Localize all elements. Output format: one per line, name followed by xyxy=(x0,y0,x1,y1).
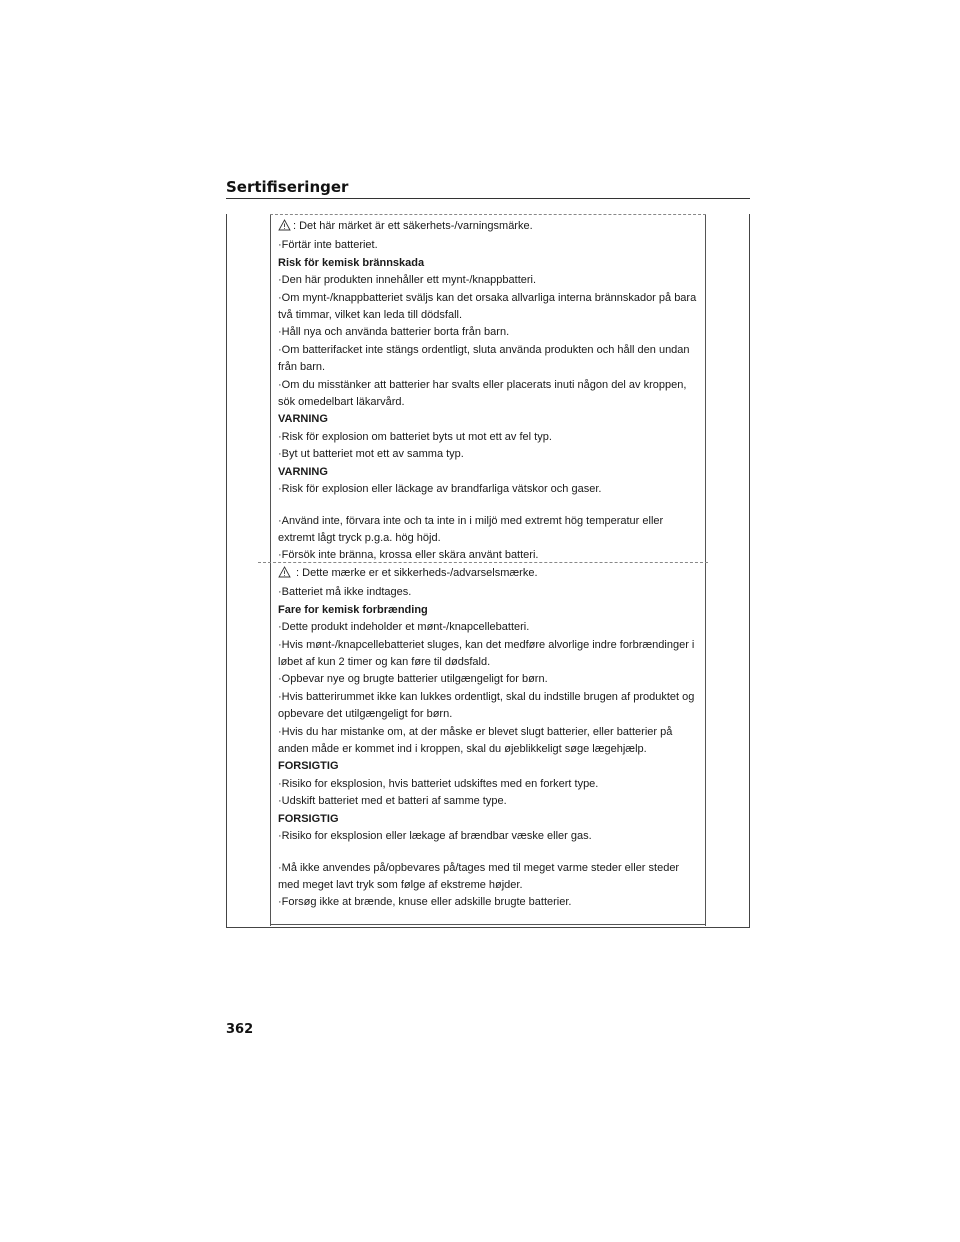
warning-item: ·Den här produkten innehåller ett mynt-/knappbatteri. xyxy=(278,274,537,287)
swedish-intro-text: : Det här märket är ett säkerhets-/varningsmärke. xyxy=(293,220,533,232)
warning-item: ·Risk för explosion eller läckage av brandfarliga vätskor och gaser. xyxy=(278,483,602,496)
warning-item: ·Om batterifacket inte stängs ordentligt, sluta använda produkten och håll den undan från barn. xyxy=(278,343,690,374)
warning-heading: Risk för kemisk brännskada xyxy=(278,256,425,269)
bottom-divider xyxy=(270,924,706,925)
warning-item: ·Hvis batterirummet ikke kan lukkes ordentligt, skal du indstille brugen af produktet og opbevare det utilgængeligt for børn. xyxy=(278,690,695,721)
warning-item: ·Risiko for eksplosion, hvis batteriet udskiftes med en forkert type. xyxy=(278,777,599,790)
warning-heading: FORSIGTIG xyxy=(278,760,339,773)
warning-triangle-icon xyxy=(278,219,291,237)
warning-item: ·Dette produkt indeholder et mønt-/knapcellebatteri. xyxy=(278,621,530,634)
warning-item: ·Försök inte bränna, krossa eller skära använt batteri. xyxy=(278,549,539,562)
section-title: Sertifiseringer xyxy=(226,178,349,196)
danish-warning-block xyxy=(278,565,700,912)
warning-item: ·Opbevar nye og brugte batterier utilgængeligt for børn. xyxy=(278,673,548,686)
top-dashed-divider xyxy=(270,214,706,215)
warning-heading: VARNING xyxy=(278,465,328,478)
warning-item: ·Hvis du har mistanke om, at der måske er blevet slugt batterier, eller batterier på anden måde er kommet ind i kroppen, skal du øjeblikkeligt søge lægehjælp. xyxy=(278,725,673,756)
page-number: 362 xyxy=(226,1022,254,1037)
warning-item: ·Forsøg ikke at brænde, knuse eller adskille brugte batterier. xyxy=(278,896,572,909)
danish-intro xyxy=(278,565,700,584)
warning-item: ·Batteriet må ikke indtages. xyxy=(278,586,412,599)
danish-items xyxy=(278,584,700,911)
warning-item: ·Om du misstänker att batterier har svalts eller placerats inuti någon del av kroppen, sök omedelbart läkarvård. xyxy=(278,378,687,409)
danish-intro-text: : Dette mærke er et sikkerheds-/advarselsmærke. xyxy=(293,567,538,579)
warning-item: ·Hvis mønt-/knapcellebatteriet sluges, kan det medføre alvorlige indre forbrændinger i løbet af kun 2 timer og kan føre til dødsfald. xyxy=(278,638,695,669)
title-divider xyxy=(226,198,750,199)
warning-item: ·Må ikke anvendes på/opbevares på/tages med til meget varme steder eller steder med meget lavt tryk som følge af ekstreme højder. xyxy=(278,861,680,891)
warning-heading: VARNING xyxy=(278,413,328,426)
swedish-items xyxy=(278,237,700,564)
warning-heading: Fare for kemisk forbrænding xyxy=(278,603,428,616)
swedish-warning-block xyxy=(278,218,700,565)
warning-heading: FORSIGTIG xyxy=(278,812,339,825)
warning-item: ·Förtär inte batteriet. xyxy=(278,239,378,252)
warning-item: ·Om mynt-/knappbatteriet sväljs kan det orsaka allvarliga interna brännskador på bara två timmar, vilket kan leda till dödsfall. xyxy=(278,291,697,322)
warning-item: ·Risk för explosion om batteriet byts ut mot ett av fel typ. xyxy=(278,430,552,443)
warning-triangle-icon xyxy=(278,566,291,584)
warning-item: ·Byt ut batteriet mot ett av samma typ. xyxy=(278,448,464,461)
warning-item: ·Håll nya och använda batterier borta från barn. xyxy=(278,326,510,339)
warning-item: ·Använd inte, förvara inte och ta inte in i miljö med extremt hög temperatur eller extremt lågt tryck p.g.a. hög höjd. xyxy=(278,514,664,544)
swedish-intro xyxy=(278,218,700,237)
warning-item: ·Risiko for eksplosion eller lækage af brændbar væske eller gas. xyxy=(278,830,592,843)
warning-item: ·Udskift batteriet med et batteri af samme type. xyxy=(278,795,507,808)
